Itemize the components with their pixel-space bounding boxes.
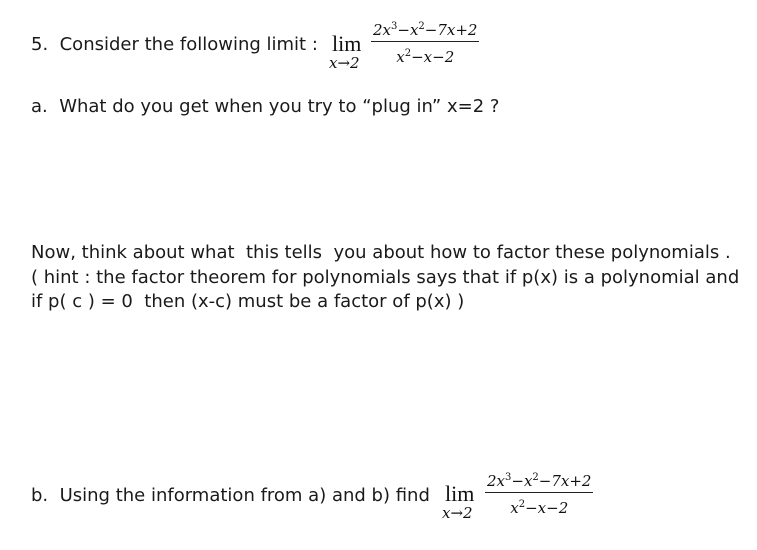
lim-subscript: x→2 xyxy=(442,504,473,522)
lim-subscript: x→2 xyxy=(329,54,360,72)
hint-line-2: ( hint : the factor theorem for polynomials says that if p(x) is a polynomial and xyxy=(31,267,740,288)
fraction-numerator: $2x^3-x^2-7x+2$ xyxy=(371,18,479,42)
hint-line-1: Now, think about what this tells you about how to factor these polynomials . xyxy=(31,242,731,263)
part-a-question: a. What do you get when you try to “plug in” x=2 ? xyxy=(31,96,500,117)
fraction-numerator: $2x^3-x^2-7x+2$ xyxy=(485,469,593,493)
limit-fraction xyxy=(485,469,593,517)
lim-operator: lim xyxy=(445,481,475,506)
question-5-prompt: 5. Consider the following limit : xyxy=(31,34,318,55)
part-b-question: b. Using the information from a) and b) find xyxy=(31,485,430,506)
fraction-denominator: $x^2-x-2$ xyxy=(396,48,455,66)
lim-operator: lim xyxy=(332,31,362,56)
fraction-denominator: $x^2-x-2$ xyxy=(510,499,569,517)
limit-fraction xyxy=(371,18,479,66)
hint-line-3: if p( c ) = 0 then (x-c) must be a factor of p(x) ) xyxy=(31,291,465,312)
